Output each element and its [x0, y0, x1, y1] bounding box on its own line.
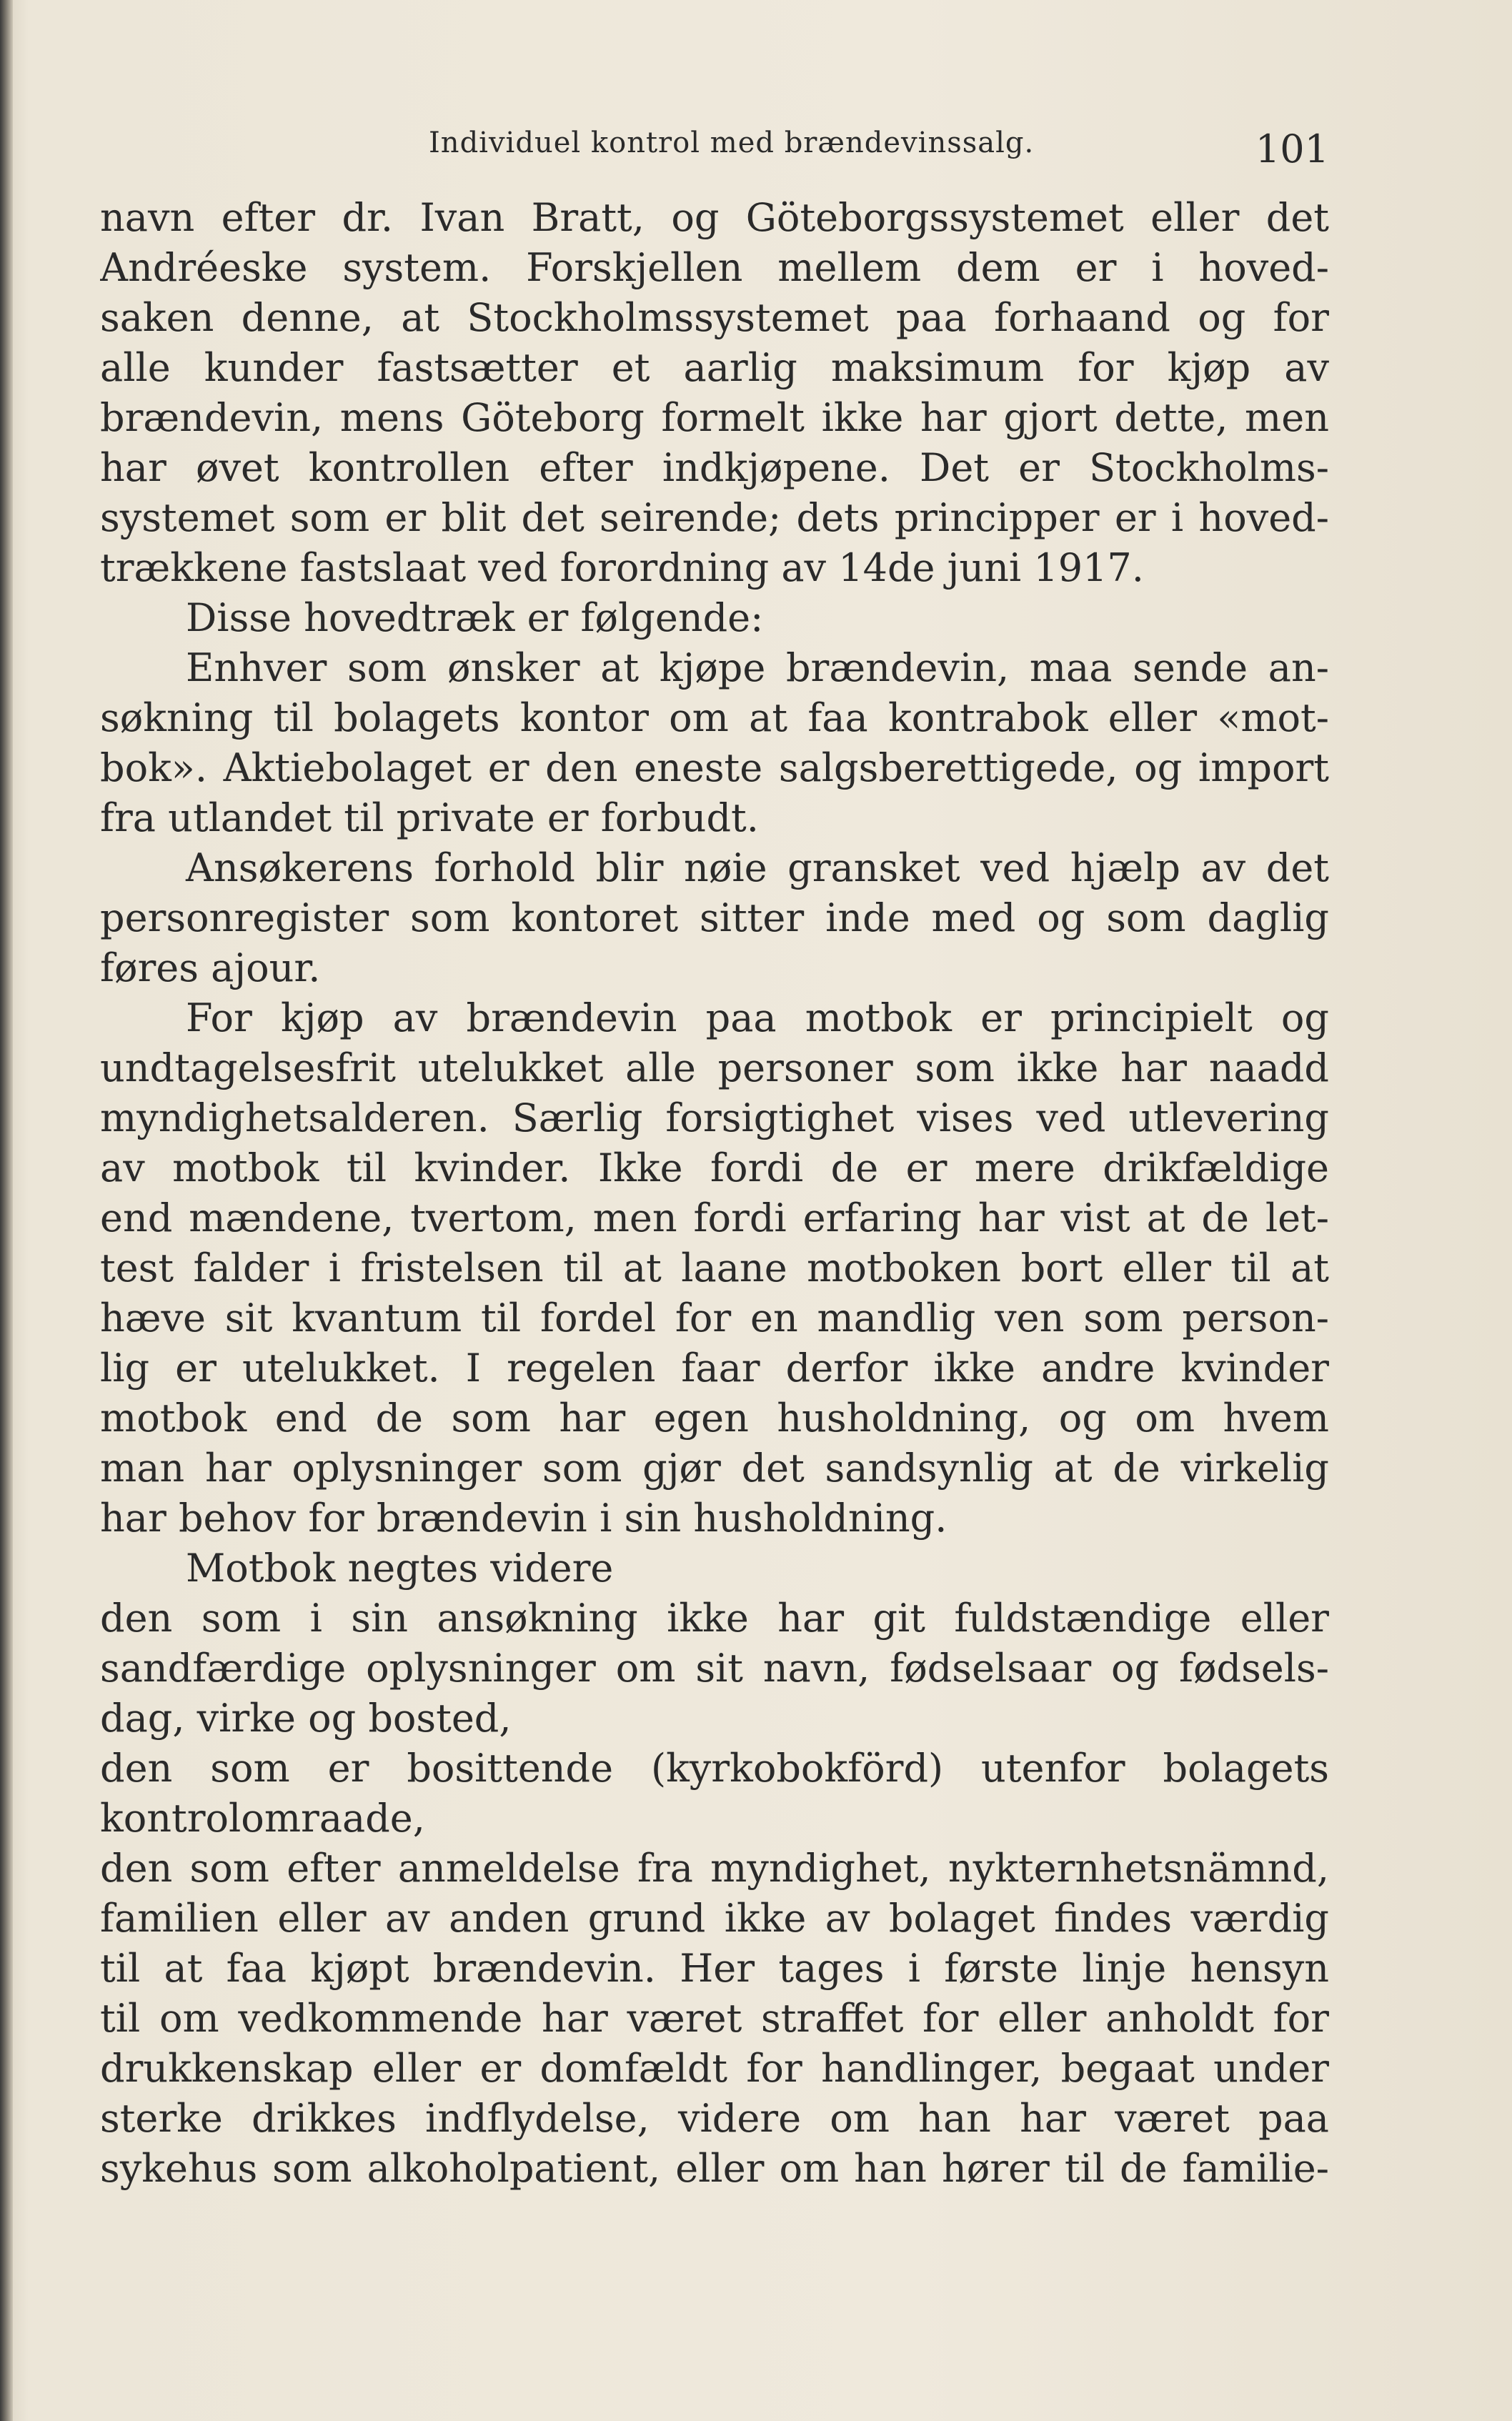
text-line: systemet som er blit det seirende; dets principper er i hoved-: [100, 495, 1329, 540]
text-line: den som i sin ansøkning ikke har git fuldstændige eller: [100, 1596, 1329, 1641]
book-spine-edge: [0, 0, 13, 2421]
text-line: bok». Aktiebolaget er den eneste salgsberettigede, og import: [100, 745, 1329, 790]
text-line: Enhver som ønsker at kjøpe brændevin, maa sende an-: [186, 645, 1329, 690]
text-line: trækkene fastslaat ved forordning av 14de juni 1917.: [100, 545, 1144, 590]
text-line: myndighetsalderen. Særlig forsigtighet vises ved utlevering: [100, 1095, 1329, 1140]
text-line: test falder i fristelsen til at laane motboken bort eller til at: [100, 1246, 1329, 1291]
text-line: til at faa kjøpt brændevin. Her tages i første linje hensyn: [100, 1946, 1329, 1991]
text-line: den som er bosittende (kyrkobokförd) utenfor bolagets: [100, 1746, 1329, 1791]
text-line: drukkenskap eller er domfældt for handlinger, begaat under: [100, 2046, 1329, 2091]
text-line: motbok end de som har egen husholdning, og om hvem: [100, 1396, 1329, 1441]
text-line: har øvet kontrollen efter indkjøpene. Det er Stockholms-: [100, 445, 1329, 490]
text-line: For kjøp av brændevin paa motbok er principielt og: [186, 995, 1329, 1040]
text-line: man har oplysninger som gjør det sandsynlig at de virkelig: [100, 1446, 1329, 1491]
text-line: føres ajour.: [100, 945, 321, 990]
page-header: [429, 118, 1329, 182]
text-line: søkning til bolagets kontor om at faa kontrabok eller «mot-: [100, 695, 1329, 740]
text-line: Motbok negtes videre: [186, 1546, 614, 1591]
text-line: til om vedkommende har været straffet for eller anholdt for: [100, 1996, 1329, 2041]
text-line: sykehus som alkoholpatient, eller om han hører til de familie-: [100, 2146, 1329, 2191]
text-line: Ansøkerens forhold blir nøie gransket ved hjælp av det: [186, 845, 1329, 890]
page-number: 101: [1255, 126, 1329, 171]
text-line: familien eller av anden grund ikke av bolaget findes værdig: [100, 1896, 1329, 1941]
text-line: saken denne, at Stockholmssystemet paa forhaand og for: [100, 295, 1329, 340]
text-line: sterke drikkes indflydelse, videre om han har været paa: [100, 2096, 1329, 2141]
text-line: sandfærdige oplysninger om sit navn, fødselsaar og fødsels-: [100, 1646, 1329, 1691]
text-line: Andréeske system. Forskjellen mellem dem er i hoved-: [100, 245, 1329, 290]
text-line: navn efter dr. Ivan Bratt, og Göteborgssystemet eller det: [100, 195, 1329, 240]
text-line: lig er utelukket. I regelen faar derfor ikke andre kvinder: [100, 1346, 1329, 1391]
text-line: dag, virke og bosted,: [100, 1696, 512, 1741]
text-line: brændevin, mens Göteborg formelt ikke har gjort dette, men: [100, 395, 1329, 440]
text-line: av motbok til kvinder. Ikke fordi de er mere drikfældige: [100, 1145, 1329, 1190]
text-line: alle kunder fastsætter et aarlig maksimum for kjøp av: [100, 345, 1329, 390]
text-line: Disse hovedtræk er følgende:: [186, 595, 764, 640]
text-line: har behov for brændevin i sin husholdning.: [100, 1496, 948, 1541]
text-line: kontrolomraade,: [100, 1796, 425, 1841]
text-line: hæve sit kvantum til fordel for en mandlig ven som person-: [100, 1296, 1329, 1341]
text-line: fra utlandet til private er forbudt.: [100, 795, 759, 840]
text-line: personregister som kontoret sitter inde med og som daglig: [100, 895, 1329, 940]
running-title: Individuel kontrol med brændevinssalg.: [429, 126, 1035, 159]
text-line: end mændene, tvertom, men fordi erfaring har vist at de let-: [100, 1195, 1329, 1241]
text-line: undtagelsesfrit utelukket alle personer som ikke har naadd: [100, 1045, 1329, 1090]
text-line: den som efter anmeldelse fra myndighet, nykternhetsnämnd,: [100, 1846, 1329, 1891]
body-text: [100, 193, 1329, 2194]
